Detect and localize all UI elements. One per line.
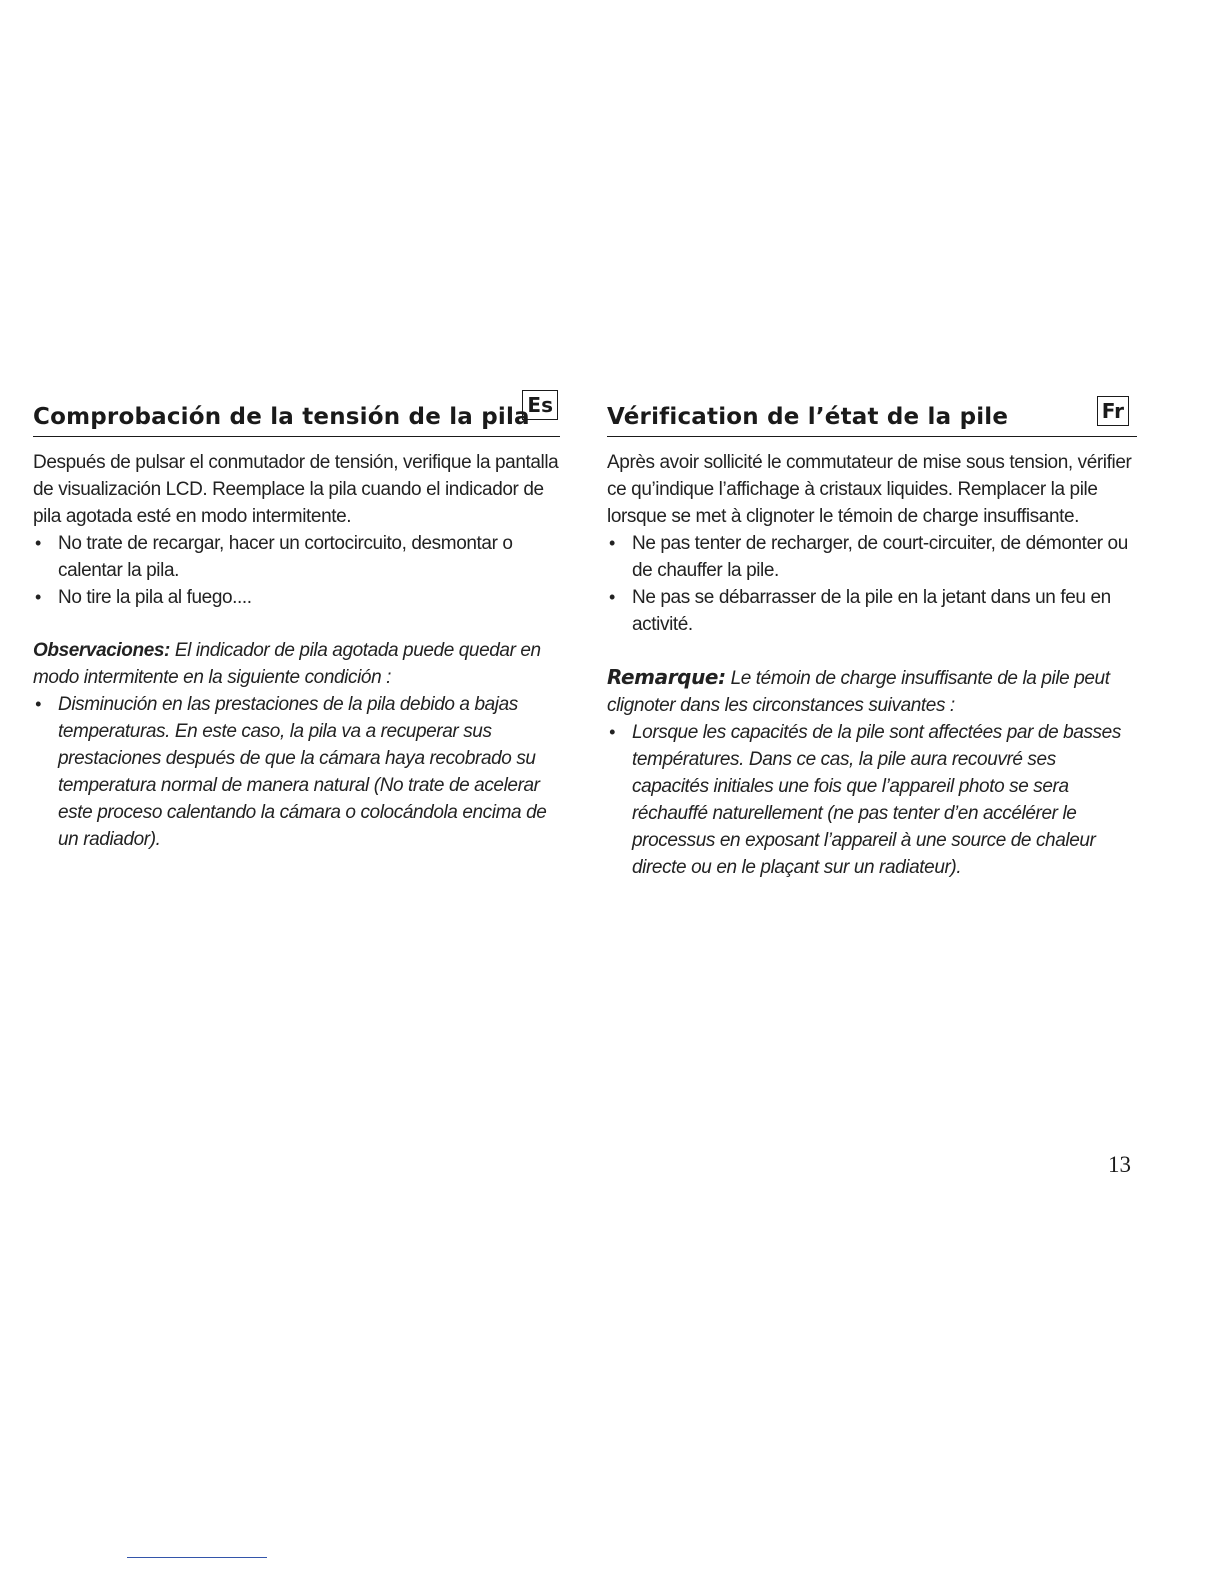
footer-divider (127, 1557, 267, 1558)
page-number: 13 (1108, 1152, 1131, 1177)
list-item (33, 530, 560, 584)
bullet-icon: • (609, 722, 615, 742)
spanish-bullet-text: No trate de recargar, hacer un cortocircuito, desmontar o calentar la pila. (58, 533, 513, 581)
list-item (607, 719, 1137, 881)
spanish-note-label: Observaciones: (33, 640, 170, 661)
french-intro: Après avoir sollicité le commutateur de mise sous tension, vérifier ce qu’indique l’affichage à cristaux liquides. Remplacer la pile lorsque se met à clignoter le témoin de charge insuffisante. (607, 452, 1132, 527)
spanish-section (33, 388, 560, 853)
spanish-bullet-list (33, 530, 560, 611)
spanish-language-badge: Es (522, 390, 558, 420)
bullet-icon: • (609, 533, 615, 553)
french-bullet-list (607, 530, 1137, 638)
list-item (607, 584, 1137, 638)
french-heading-row (607, 388, 1137, 437)
spanish-heading: Comprobación de la tensión de la pila (33, 404, 530, 430)
french-note-list (607, 719, 1137, 881)
french-language-badge: Fr (1097, 396, 1129, 426)
spanish-intro: Después de pulsar el conmutador de tensión, verifique la pantalla de visualización LCD. Reemplace la pila cuando el indicador de pila agotada esté en modo intermitente. (33, 452, 559, 527)
bullet-icon: • (35, 694, 41, 714)
spanish-heading-row (33, 388, 560, 437)
list-item (607, 530, 1137, 584)
french-bullet-text: Ne pas se débarrasser de la pile en la jetant dans un feu en activité. (632, 587, 1111, 635)
french-note-label: Remarque: (607, 665, 726, 689)
french-note-text: Le témoin de charge insuffisante de la pile peut clignoter dans les circonstances suivantes : (607, 668, 1110, 716)
french-heading: Vérification de l’état de la pile (607, 404, 1009, 430)
list-item (33, 691, 560, 853)
spanish-note-list (33, 691, 560, 853)
french-section (607, 388, 1137, 881)
bullet-icon: • (609, 587, 615, 607)
french-note-bullet-text: Lorsque les capacités de la pile sont affectées par de basses températures. Dans ce cas, la pile aura recouvré ses capacités initiales une fois que l’appareil photo se sera réchauffé naturellement (ne pas tenter d’en accélérer le processus en exposant l’appareil à une source de chaleur directe ou en le plaçant sur un radiateur). (632, 722, 1121, 878)
list-item (33, 584, 560, 611)
spanish-note (33, 637, 560, 853)
french-note (607, 664, 1137, 881)
spanish-note-bullet-text: Disminución en las prestaciones de la pila debido a bajas temperaturas. En este caso, la pila va a recuperar sus prestaciones después de que la cámara haya recobrado su temperatura normal de manera natural (No trate de acelerar este proceso calentando la cámara o colocándola encima de un radiador). (58, 694, 547, 850)
spanish-bullet-text: No tire la pila al fuego.... (58, 587, 252, 608)
french-bullet-text: Ne pas tenter de recharger, de court-circuiter, de démonter ou de chauffer la pile. (632, 533, 1128, 581)
bullet-icon: • (35, 587, 41, 607)
bullet-icon: • (35, 533, 41, 553)
spanish-note-text: El indicador de pila agotada puede quedar en modo intermitente en la siguiente condición : (33, 640, 541, 688)
